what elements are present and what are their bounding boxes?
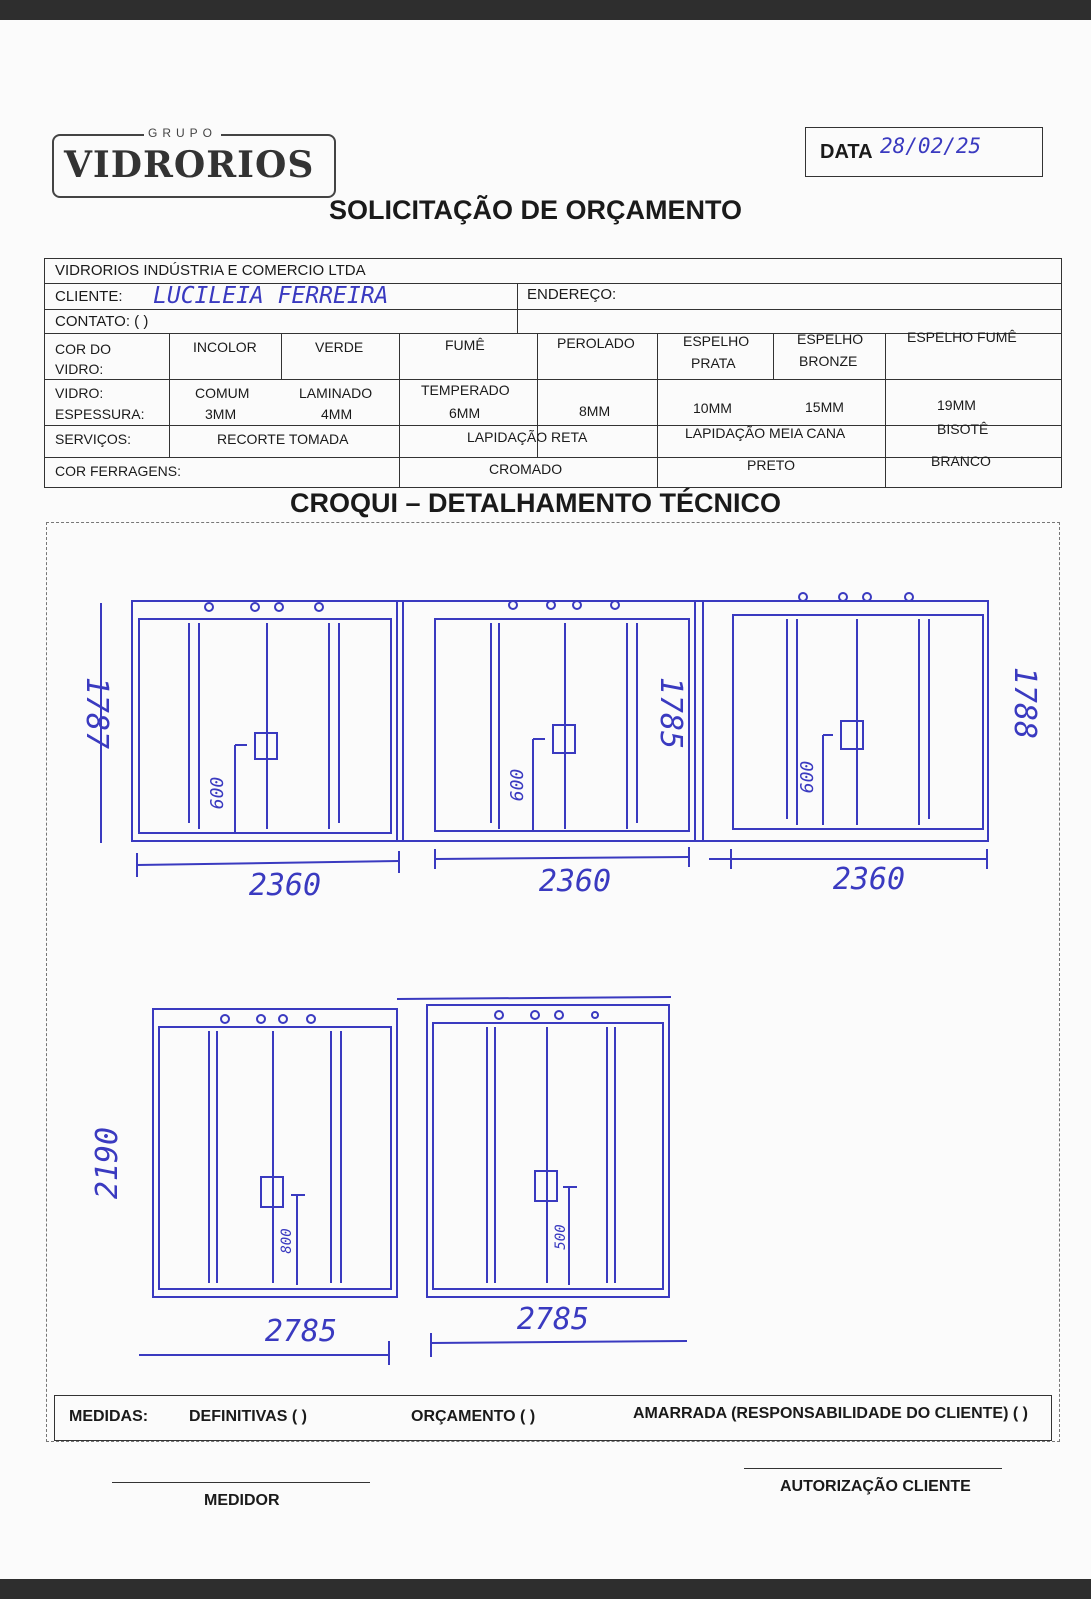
measures-row	[54, 1395, 1052, 1441]
client-auth-label: AUTORIZAÇÃO CLIENTE	[780, 1478, 971, 1495]
option-lapidacao-meia-cana[interactable]: LAPIDAÇÃO MEIA CANA	[685, 425, 846, 441]
option-perolado[interactable]: PEROLADO	[557, 335, 635, 351]
option-orcamento[interactable]: ORÇAMENTO ( )	[411, 1408, 536, 1425]
col-divider	[281, 333, 282, 379]
option-espelho-bronze-2[interactable]: BRONZE	[799, 353, 858, 369]
option-15mm[interactable]: 15MM	[805, 399, 844, 415]
option-4mm[interactable]: 4MM	[321, 406, 353, 422]
dim-handle-3: 600	[797, 760, 818, 794]
dim-width-3: 2360	[832, 862, 906, 897]
option-definitivas[interactable]: DEFINITIVAS ( )	[189, 1408, 307, 1425]
dim-height-1: 1787	[79, 676, 114, 750]
bottom-unit-1	[153, 1009, 397, 1297]
option-verde[interactable]: VERDE	[315, 339, 364, 355]
option-cromado[interactable]: CROMADO	[489, 461, 563, 477]
option-8mm[interactable]: 8MM	[579, 403, 611, 419]
top-unit-2	[435, 601, 689, 831]
col-divider	[657, 333, 658, 487]
col-divider	[399, 333, 400, 487]
company-logo	[52, 126, 336, 198]
option-incolor[interactable]: INCOLOR	[193, 339, 257, 355]
option-espelho-prata-2[interactable]: PRATA	[691, 355, 736, 371]
date-box	[805, 127, 1043, 177]
logo-name-text: VIDRORIOS	[64, 144, 315, 186]
dim-height-2: 1785	[653, 676, 688, 750]
width-dimension-line	[431, 1341, 687, 1343]
technical-sketch-area	[46, 522, 1060, 1442]
option-bisote[interactable]: BISOTÊ	[937, 421, 989, 437]
row-divider	[45, 457, 1061, 458]
option-espelho-fume[interactable]: ESPELHO FUMÊ	[907, 329, 1017, 345]
option-10mm[interactable]: 10MM	[693, 400, 732, 416]
col-divider	[517, 283, 518, 333]
measures-label: MEDIDAS:	[69, 1408, 149, 1425]
dim-width-5: 2785	[516, 1302, 590, 1337]
width-dimension-line	[137, 861, 399, 865]
dim-height-bottom: 2190	[90, 1126, 125, 1200]
sketch-title: CROQUI – DETALHAMENTO TÉCNICO	[289, 488, 781, 518]
col-divider	[169, 333, 170, 457]
dim-width-4: 2785	[264, 1314, 338, 1349]
dim-handle-1: 600	[207, 776, 228, 810]
option-19mm[interactable]: 19MM	[937, 397, 976, 413]
dim-handle-2: 600	[507, 768, 528, 802]
glass-color-label-1: COR DO	[55, 341, 111, 357]
dim-width-1: 2360	[248, 868, 322, 903]
dim-handle-4: 800	[279, 1228, 295, 1254]
measurer-signature-line[interactable]	[112, 1482, 370, 1483]
option-laminado[interactable]: LAMINADO	[299, 385, 373, 401]
option-lapidacao-reta[interactable]: LAPIDAÇÃO RETA	[467, 429, 588, 445]
dim-height-3: 1788	[1007, 666, 1042, 740]
sketch-drawing	[47, 523, 1059, 1441]
bottom-strip	[0, 1579, 1091, 1599]
measurer-label: MEDIDOR	[204, 1492, 280, 1509]
company-name: VIDRORIOS INDÚSTRIA E COMERCIO LTDA	[55, 262, 366, 279]
option-3mm[interactable]: 3MM	[205, 406, 237, 422]
hardware-label: COR FERRAGENS:	[55, 463, 182, 479]
col-divider	[885, 333, 886, 487]
row-divider	[45, 425, 1061, 426]
top-unit-1	[139, 603, 391, 833]
dim-width-2: 2360	[538, 864, 612, 899]
services-label: SERVIÇOS:	[55, 431, 131, 447]
client-signature-line[interactable]	[744, 1468, 1002, 1469]
option-espelho-bronze-1[interactable]: ESPELHO	[797, 331, 864, 347]
page-title: SOLICITAÇÃO DE ORÇAMENTO	[328, 195, 742, 225]
width-dimension-line	[435, 857, 689, 859]
date-value[interactable]: 28/02/25	[880, 134, 982, 158]
client-label: CLIENTE:	[55, 288, 123, 305]
option-fume[interactable]: FUMÊ	[445, 337, 485, 353]
quote-form-table	[44, 258, 1062, 488]
bottom-unit-2	[397, 997, 671, 1297]
dim-handle-5: 500	[553, 1224, 569, 1250]
row-divider	[45, 309, 1061, 310]
address-label: ENDEREÇO:	[527, 286, 617, 303]
option-preto[interactable]: PRETO	[747, 457, 795, 473]
option-espelho-prata-1[interactable]: ESPELHO	[683, 333, 750, 349]
client-value[interactable]: LUCILEIA FERREIRA	[153, 283, 389, 309]
glass-color-label-2: VIDRO:	[55, 361, 104, 377]
glass-type-label: VIDRO:	[55, 385, 104, 401]
option-recorte-tomada[interactable]: RECORTE TOMADA	[217, 431, 349, 447]
row-divider	[45, 379, 1061, 380]
col-divider	[773, 333, 774, 379]
option-temperado[interactable]: TEMPERADO	[421, 382, 510, 398]
logo-group-text: GRUPO	[144, 126, 221, 140]
thickness-label: ESPESSURA:	[55, 406, 145, 422]
option-6mm[interactable]: 6MM	[449, 405, 481, 421]
option-branco[interactable]: BRANCO	[931, 453, 991, 469]
option-comum[interactable]: COMUM	[195, 385, 250, 401]
option-amarrada[interactable]: AMARRADA (RESPONSABILIDADE DO CLIENTE) ( )	[633, 1405, 1028, 1422]
top-unit-3	[733, 593, 983, 829]
contact-label: CONTATO: ( )	[55, 313, 149, 330]
date-label: DATA	[820, 141, 873, 163]
